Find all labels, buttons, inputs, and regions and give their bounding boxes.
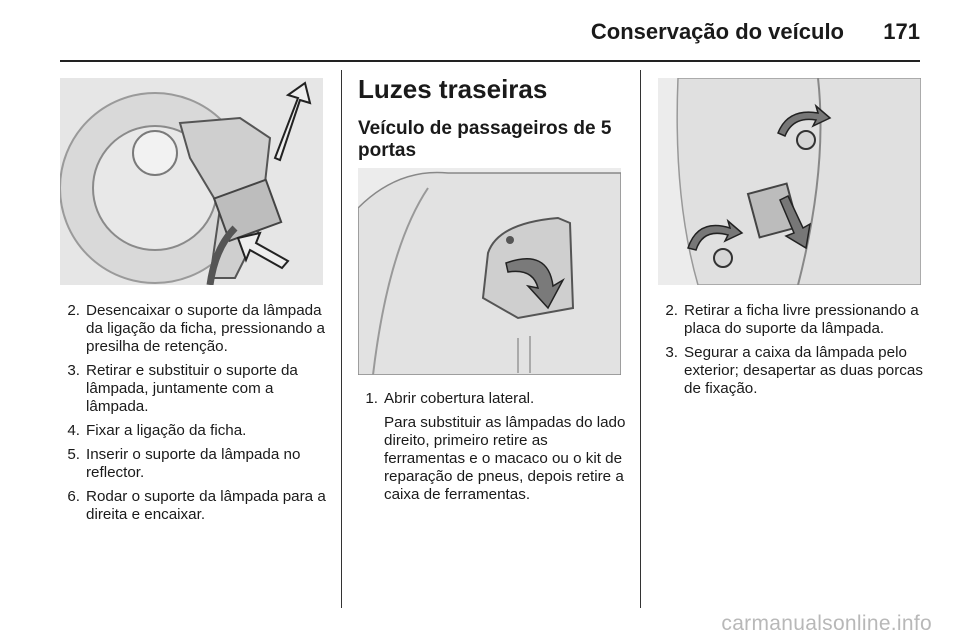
list-item	[60, 362, 330, 416]
step-text: Fixar a ligação da ficha.	[86, 422, 247, 439]
step-text: Desencaixar o suporte da lâmpada da ligação da ficha, pressionando a presilha de retenção.	[86, 302, 325, 355]
list-item	[60, 422, 330, 440]
step-text: Inserir o suporte da lâmpada no reflector.	[86, 446, 301, 481]
column-divider-2	[640, 70, 641, 608]
step-number: 6.	[67, 488, 80, 505]
subsection-title: Veículo de passageiros de 5 portas	[358, 118, 612, 161]
bulb-holder-illustration	[60, 78, 323, 285]
step-number: 2.	[67, 302, 80, 319]
header-title: Conservação do veículo	[590, 19, 844, 44]
step-text: Rodar o suporte da lâmpada para a direita e encaixar.	[86, 488, 326, 523]
list-item	[358, 390, 628, 504]
side-cover-illustration	[358, 168, 621, 375]
step-number: 1.	[365, 390, 378, 407]
list-item	[658, 344, 923, 398]
step-number: 2.	[665, 302, 678, 319]
watermark: carmanualsonline.info	[721, 612, 932, 635]
page-number: 171	[883, 19, 920, 44]
step-number: 5.	[67, 446, 80, 463]
step-note: Para substituir as lâmpadas do lado direito, primeiro retire as ferramentas e o macaco ou o kit de reparação de pneus, depois retire a caixa de ferramentas.	[384, 414, 626, 503]
step-text: Retirar e substituir o suporte da lâmpada, juntamente com a lâmpada.	[86, 362, 298, 415]
column3-steps	[658, 302, 923, 404]
step-text: Abrir cobertura lateral.	[384, 390, 535, 407]
step-number: 4.	[67, 422, 80, 439]
section-title: Luzes traseiras	[358, 74, 548, 104]
list-item	[658, 302, 923, 338]
lamp-housing-illustration	[658, 78, 921, 285]
column-divider-1	[341, 70, 342, 608]
column2-steps	[358, 390, 628, 510]
step-number: 3.	[665, 344, 678, 361]
list-item	[60, 446, 330, 482]
list-item	[60, 488, 330, 524]
list-item	[60, 302, 330, 356]
step-text: Retirar a ficha livre pressionando a placa do suporte da lâmpada.	[684, 302, 919, 337]
step-text: Segurar a caixa da lâmpada pelo exterior; desapertar as duas porcas de fixação.	[684, 344, 923, 397]
column1-steps	[60, 302, 330, 530]
header-rule	[60, 60, 920, 62]
step-number: 3.	[67, 362, 80, 379]
